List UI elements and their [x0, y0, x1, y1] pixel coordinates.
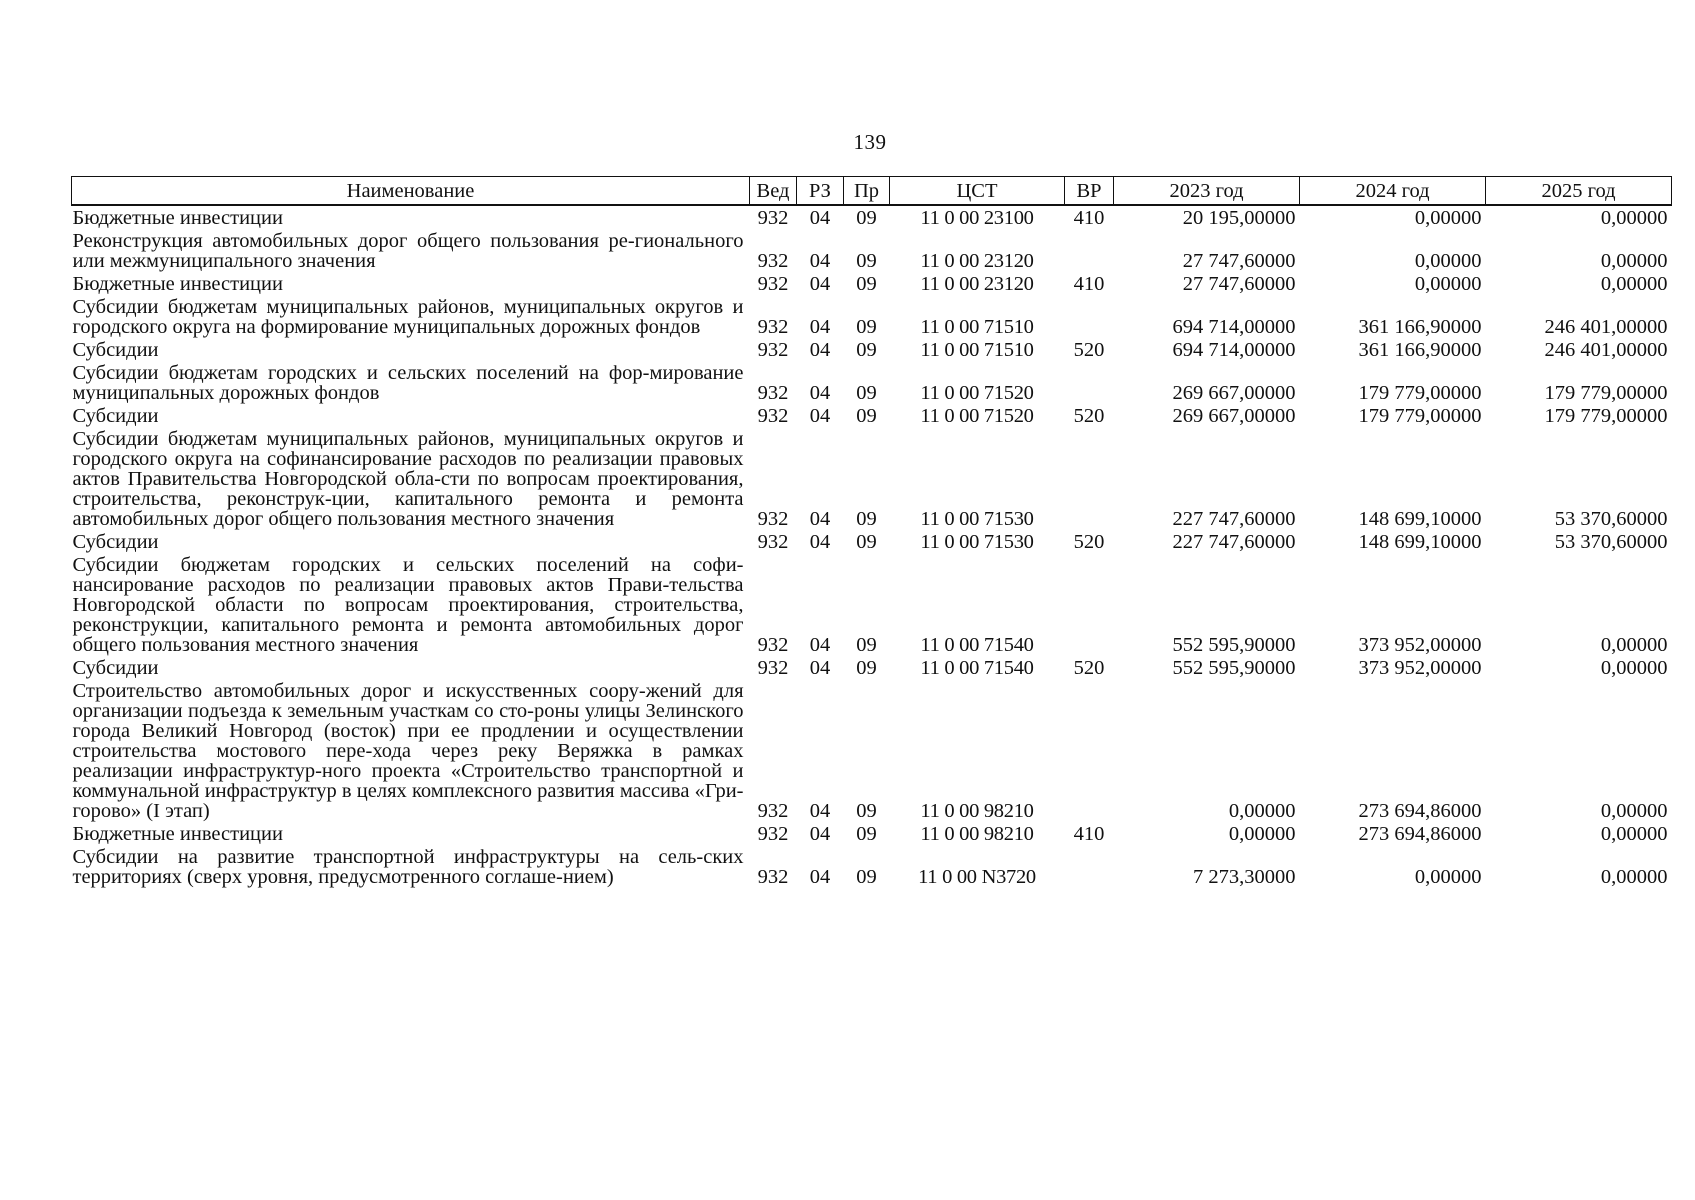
row-pr: 09: [856, 405, 877, 427]
row-rz: 04: [809, 823, 831, 845]
row-name: Реконструкция автомобильных дорог общего пользования ре-гионального или межмуниципального значения: [72, 230, 744, 272]
row-cst: 11 0 00 71540: [920, 634, 1034, 656]
row-ved: 932: [757, 508, 789, 530]
row-name: Бюджетные инвестиции: [72, 823, 283, 845]
row-name: Бюджетные инвестиции: [72, 273, 283, 295]
row-pr: 09: [856, 800, 877, 822]
row-vr: 520: [1073, 339, 1105, 361]
row-pr: 09: [856, 531, 877, 553]
header-2025: 2025 год: [1486, 177, 1672, 206]
header-pr: Пр: [844, 177, 890, 206]
row-vr: [1065, 679, 1114, 822]
row-ved: 932: [757, 800, 789, 822]
row-ved: 932: [757, 866, 789, 888]
row-name: Субсидии: [72, 657, 159, 679]
row-rz: 04: [809, 866, 831, 888]
row-amount-2025: 0,00000: [1600, 634, 1668, 656]
row-vr: [1065, 295, 1114, 338]
row-amount-2025: 0,00000: [1600, 273, 1668, 295]
row-rz: 04: [809, 531, 831, 553]
row-amount-2023: 269 667,00000: [1172, 382, 1296, 404]
row-vr: [1065, 361, 1114, 404]
row-ved: 932: [757, 207, 789, 229]
row-ved: 932: [757, 405, 789, 427]
header-rz: РЗ: [797, 177, 844, 206]
row-pr: 09: [856, 250, 877, 272]
header-2024: 2024 год: [1300, 177, 1486, 206]
table-row: [72, 822, 1672, 845]
row-amount-2025: 179 779,00000: [1544, 405, 1668, 427]
row-amount-2024: 0,00000: [1414, 273, 1482, 295]
row-amount-2025: 0,00000: [1600, 866, 1668, 888]
table-row: [72, 553, 1672, 656]
row-vr: 520: [1073, 531, 1105, 553]
table-row: [72, 404, 1672, 427]
row-amount-2025: 53 370,60000: [1554, 531, 1668, 553]
table-row: [72, 656, 1672, 679]
row-amount-2024: 273 694,86000: [1358, 800, 1482, 822]
row-vr: [1065, 553, 1114, 656]
header-ved: Вед: [750, 177, 797, 206]
row-amount-2023: 227 747,60000: [1172, 531, 1296, 553]
row-name: Субсидии бюджетам муниципальных районов, муниципальных округов и городского округа на софинансирование расходов по реализации правовых актов Правительства Новгородской обла-сти по вопросам проектирования, строительства, реконструк-ции, капитального ремонта и ремонта автомобильных дорог общего пользования местного значения: [72, 428, 744, 530]
row-amount-2025: 0,00000: [1600, 800, 1668, 822]
row-pr: 09: [856, 339, 877, 361]
row-ved: 932: [757, 634, 789, 656]
table-row: [72, 530, 1672, 553]
row-ved: 932: [757, 250, 789, 272]
row-rz: 04: [809, 273, 831, 295]
row-vr: 410: [1073, 273, 1105, 295]
row-amount-2025: 246 401,00000: [1544, 339, 1668, 361]
row-ved: 932: [757, 531, 789, 553]
row-pr: 09: [856, 316, 877, 338]
row-vr: 410: [1073, 207, 1105, 229]
row-amount-2025: 53 370,60000: [1554, 508, 1668, 530]
row-amount-2023: 227 747,60000: [1172, 508, 1296, 530]
row-vr: [1065, 427, 1114, 530]
row-ved: 932: [757, 382, 789, 404]
row-pr: 09: [856, 657, 877, 679]
row-cst: 11 0 00 98210: [920, 823, 1034, 845]
table-row: [72, 679, 1672, 822]
header-name: Наименование: [72, 177, 750, 206]
row-pr: 09: [856, 382, 877, 404]
table-row: [72, 361, 1672, 404]
table-row: [72, 272, 1672, 295]
row-vr: 520: [1073, 657, 1105, 679]
row-amount-2023: 0,00000: [1228, 823, 1296, 845]
row-name: Субсидии: [72, 531, 159, 553]
row-amount-2025: 246 401,00000: [1544, 316, 1668, 338]
header-cst: ЦСТ: [890, 177, 1065, 206]
row-rz: 04: [809, 339, 831, 361]
row-amount-2023: 0,00000: [1228, 800, 1296, 822]
row-rz: 04: [809, 207, 831, 229]
row-amount-2024: 179 779,00000: [1358, 405, 1482, 427]
row-rz: 04: [809, 316, 831, 338]
row-amount-2023: 694 714,00000: [1172, 316, 1296, 338]
row-amount-2024: 361 166,90000: [1358, 339, 1482, 361]
table-row: [72, 205, 1672, 229]
table-row: [72, 845, 1672, 888]
row-name: Субсидии бюджетам городских и сельских поселений на софи-нансирование расходов по реализации правовых актов Прави-тельства Новгородской области по вопросам проектирования, строительства, реконструкции, капитального ремонта и ремонта автомобильных дорог общего пользования местного значения: [72, 554, 744, 656]
row-ved: 932: [757, 823, 789, 845]
row-rz: 04: [809, 634, 831, 656]
row-amount-2024: 0,00000: [1414, 207, 1482, 229]
header-vr: ВР: [1065, 177, 1114, 206]
row-amount-2023: 552 595,90000: [1172, 634, 1296, 656]
row-amount-2024: 148 699,10000: [1358, 531, 1482, 553]
row-rz: 04: [809, 657, 831, 679]
row-rz: 04: [809, 382, 831, 404]
row-ved: 932: [757, 316, 789, 338]
row-rz: 04: [809, 800, 831, 822]
row-vr: 520: [1073, 405, 1105, 427]
row-pr: 09: [856, 866, 877, 888]
row-ved: 932: [757, 339, 789, 361]
row-amount-2023: 7 273,30000: [1193, 866, 1296, 888]
row-pr: 09: [856, 273, 877, 295]
row-amount-2024: 179 779,00000: [1358, 382, 1482, 404]
table-body: [72, 205, 1672, 888]
table-row: [72, 338, 1672, 361]
row-cst: 11 0 00 23100: [920, 207, 1034, 229]
row-amount-2023: 694 714,00000: [1172, 339, 1296, 361]
row-name: Субсидии: [72, 339, 159, 361]
row-amount-2025: 0,00000: [1600, 250, 1668, 272]
table-row: [72, 229, 1672, 272]
row-amount-2023: 27 747,60000: [1182, 273, 1296, 295]
row-vr: 410: [1073, 823, 1105, 845]
row-cst: 11 0 00 71510: [920, 339, 1034, 361]
row-amount-2023: 552 595,90000: [1172, 657, 1296, 679]
row-name: Субсидии бюджетам городских и сельских поселений на фор-мирование муниципальных дорожных фондов: [72, 362, 744, 404]
row-pr: 09: [856, 207, 877, 229]
row-cst: 11 0 00 71510: [920, 316, 1034, 338]
row-amount-2024: 373 952,00000: [1358, 634, 1482, 656]
header-2023: 2023 год: [1114, 177, 1300, 206]
row-amount-2024: 148 699,10000: [1358, 508, 1482, 530]
row-amount-2024: 373 952,00000: [1358, 657, 1482, 679]
page-number: 139: [853, 130, 887, 154]
row-ved: 932: [757, 273, 789, 295]
budget-table: [71, 176, 1672, 888]
row-cst: 11 0 00 23120: [920, 250, 1034, 272]
row-pr: 09: [856, 823, 877, 845]
row-cst: 11 0 00 23120: [920, 273, 1034, 295]
row-amount-2024: 273 694,86000: [1358, 823, 1482, 845]
table-row: [72, 295, 1672, 338]
row-cst: 11 0 00 71520: [920, 405, 1034, 427]
row-amount-2024: 0,00000: [1414, 866, 1482, 888]
row-amount-2023: 27 747,60000: [1182, 250, 1296, 272]
row-cst: 11 0 00 71530: [920, 531, 1034, 553]
table-header-row: [72, 177, 1672, 206]
row-rz: 04: [809, 508, 831, 530]
row-name: Субсидии бюджетам муниципальных районов, муниципальных округов и городского округа на формирование муниципальных дорожных фондов: [72, 296, 744, 338]
row-cst: 11 0 00 N3720: [918, 866, 1036, 888]
row-amount-2025: 0,00000: [1600, 657, 1668, 679]
row-ved: 932: [757, 657, 789, 679]
row-name: Строительство автомобильных дорог и искусственных соору-жений для организации подъезда к земельным участкам со сто-роны улицы Зелинского города Великий Новгород (восток) при ее продлении и осуществлении строительства мостового пере-хода через реку Веряжка в рамках реализации инфраструктур-ного проекта «Строительство транспортной и коммунальной инфраструктур в целях комплексного развития массива «Гри-горово» (I этап): [72, 680, 744, 822]
row-amount-2025: 0,00000: [1600, 207, 1668, 229]
row-cst: 11 0 00 71520: [920, 382, 1034, 404]
row-rz: 04: [809, 250, 831, 272]
row-cst: 11 0 00 71530: [920, 508, 1034, 530]
row-pr: 09: [856, 634, 877, 656]
row-pr: 09: [856, 508, 877, 530]
row-vr: [1065, 229, 1114, 272]
row-cst: 11 0 00 71540: [920, 657, 1034, 679]
row-amount-2025: 0,00000: [1600, 823, 1668, 845]
row-vr: [1065, 845, 1114, 888]
row-name: Субсидии на развитие транспортной инфраструктуры на сель-ских территориях (сверх уровня, предусмотренного соглаше-нием): [72, 846, 744, 888]
table-row: [72, 427, 1672, 530]
row-cst: 11 0 00 98210: [920, 800, 1034, 822]
row-amount-2024: 0,00000: [1414, 250, 1482, 272]
row-name: Субсидии: [72, 405, 159, 427]
row-amount-2025: 179 779,00000: [1544, 382, 1668, 404]
row-amount-2023: 269 667,00000: [1172, 405, 1296, 427]
row-rz: 04: [809, 405, 831, 427]
row-amount-2024: 361 166,90000: [1358, 316, 1482, 338]
row-amount-2023: 20 195,00000: [1182, 207, 1296, 229]
row-name: Бюджетные инвестиции: [72, 207, 283, 229]
